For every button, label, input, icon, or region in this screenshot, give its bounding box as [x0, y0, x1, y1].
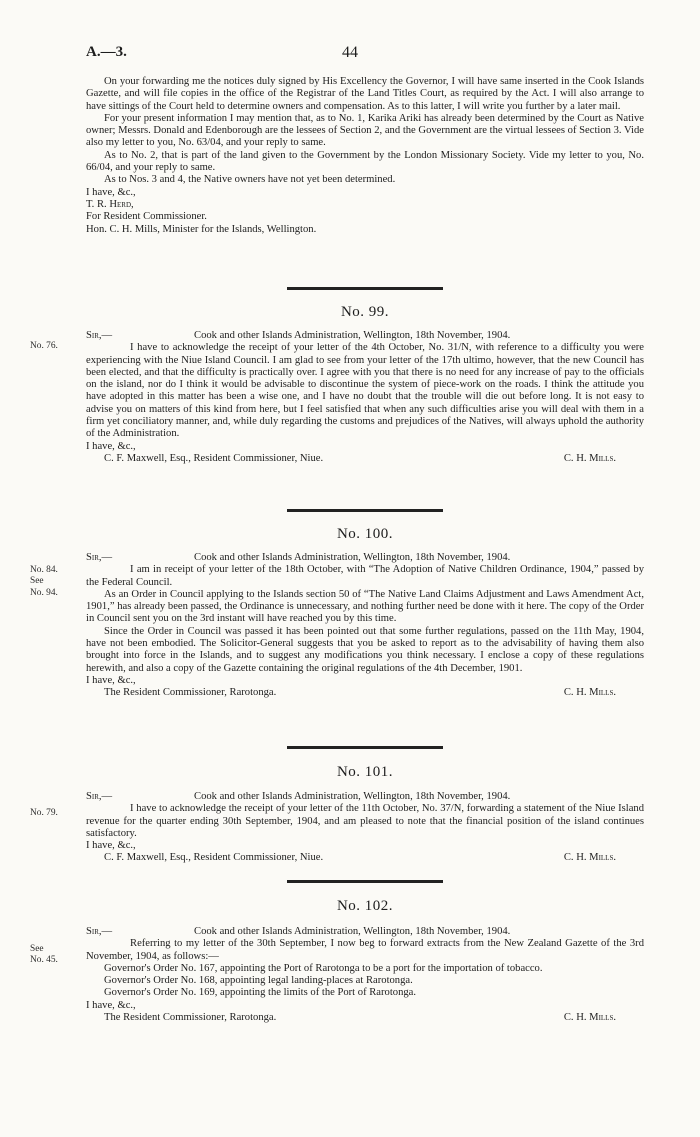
addressee: The Resident Commissioner, Rarotonga. [104, 687, 277, 699]
letter-body: I have to acknowledge the receipt of your letter of the 4th October, No. 31/N, with reference to a difficulty you were experiencing with the Niue Island Council. I am glad to see from your letter of the 17th ultimo, however, that the new Council has been elected, and that the difficulty is practically over. I agree with you that there is no need for any increase of pay to the officials on the island, nor do I think it would be advisable to discontinue the system of piece-work on the roads. I think the attitude you have adopted in this matter has been a wise one, and I have no doubt that the trouble will die out before long. It is not easy to advise you on matters of this kind from here, but I feel satisfied that when any such difficulties arise you will deal with them in a firm yet conciliatory manner, and, while duly regarding the customs and prejudices of the Natives, will always uphold the authority of the Administration. [86, 342, 644, 440]
margin-reference: No. 84. See No. 94. [30, 565, 58, 598]
list-item: Governor's Order No. 169, appointing the limits of the Port of Rarotonga. [104, 987, 417, 999]
letter-100 [86, 552, 644, 700]
salutation: Sir,— [86, 791, 113, 802]
dateline: Cook and other Islands Administration, Wellington, 18th November, 1904. [194, 926, 511, 937]
section-divider [287, 880, 443, 883]
letter-header [86, 330, 644, 342]
list-item: Governor's Order No. 168, appointing legal landing-places at Rarotonga. [104, 975, 413, 987]
paragraph: Since the Order in Council was passed it has been pointed out that some further regulations, passed on the 11th May, 1904, have not been embodied. The Solicitor-General suggests that you be asked to report as to the advisability of having them also brought into force in the Islands, and to suggest any modifications you think necessary. I enclose a copy of these regulations herewith, and also a copy of the Gazette containing the original regulations of the 4th December, 1901. [86, 625, 644, 674]
closing: I have, &c., [86, 674, 136, 686]
signature: C. H. Mills. [563, 1012, 616, 1024]
margin-reference: No. 79. [30, 808, 58, 818]
salutation: Sir,— [86, 330, 113, 341]
letter-title: No. 100. [336, 526, 394, 542]
letter-body: Referring to my letter of the 30th September, I now beg to forward extracts from the New Zealand Gazette of the 3rd November, 1904, as follows:— [86, 938, 644, 962]
letter-101 [86, 791, 644, 865]
signature-title: For Resident Commissioner. [86, 211, 207, 223]
addressee: C. F. Maxwell, Esq., Resident Commissioner, Niue. [104, 452, 324, 464]
letter-102 [86, 926, 644, 1024]
page-number: 44 [342, 44, 358, 61]
signature: C. H. Mills. [563, 852, 616, 864]
addressee: C. F. Maxwell, Esq., Resident Commissioner, Niue. [104, 852, 324, 864]
letter-title: No. 102. [336, 898, 394, 914]
series-code: A.—3. [86, 44, 127, 60]
dateline: Cook and other Islands Administration, Wellington, 18th November, 1904. [194, 791, 511, 802]
letter-body: I am in receipt of your letter of the 18th October, with “The Adoption of Native Children Ordinance, 1904,” passed by the Federal Council. [86, 564, 644, 588]
margin-reference: See No. 45. [30, 944, 58, 966]
margin-reference: No. 76. [30, 341, 58, 351]
signature: T. R. Herd, [86, 198, 134, 210]
paragraph: As an Order in Council applying to the Islands section 50 of “The Native Land Claims Adjustment and Laws Amendment Act, 1901,” has already been passed, the Ordinance is unnecessary, and nothing further need be done with it here. The copy of the Order in Council sent you on the 3rd instant will have reached you by this time. [86, 588, 644, 625]
paragraph: As to No. 2, that is part of the land given to the Government by the London Missionary Society. Vide my letter to you, No. 66/04, and your reply to same. [86, 149, 644, 174]
closing: I have, &c., [86, 999, 136, 1011]
signature: C. H. Mills. [563, 452, 616, 464]
salutation: Sir,— [86, 926, 113, 937]
signature: C. H. Mills. [563, 687, 616, 699]
letter-title: No. 99. [340, 304, 390, 320]
section-divider [287, 746, 443, 749]
letter-body: I have to acknowledge the receipt of your letter of the 11th October, No. 37/N, forwarding a statement of the Niue Island revenue for the quarter ending 30th September, 1904, and am pleased to note that the financial position of the island continues satisfactory. [86, 803, 644, 839]
dateline: Cook and other Islands Administration, Wellington, 18th November, 1904. [194, 330, 511, 341]
salutation: Sir,— [86, 552, 113, 563]
dateline: Cook and other Islands Administration, Wellington, 18th November, 1904. [194, 552, 511, 563]
section-divider [287, 509, 443, 512]
closing: I have, &c., [86, 440, 136, 452]
addressee: Hon. C. H. Mills, Minister for the Islands, Wellington. [86, 223, 317, 235]
closing: I have, &c., [86, 186, 136, 198]
addressee: The Resident Commissioner, Rarotonga. [104, 1012, 277, 1024]
letter-header [86, 791, 644, 803]
section-divider [287, 287, 443, 290]
letter-header [86, 926, 644, 938]
list-item: Governor's Order No. 167, appointing the Port of Rarotonga to be a port for the importation of tobacco. [104, 962, 543, 974]
paragraph: As to Nos. 3 and 4, the Native owners have not yet been determined. [104, 174, 396, 186]
letter-title: No. 101. [336, 764, 394, 780]
paragraph: On your forwarding me the notices duly signed by His Excellency the Governor, I will have same inserted in the Cook Islands Gazette, and will file copies in the office of the Registrar of the Land Titles Court, as required by the Act. I will also arrange to have sittings of the Court held to determine owners and compensation. As to this latter, I will write you further by a later mail. [86, 76, 644, 112]
page-header [0, 44, 700, 64]
paragraph: For your present information I may mention that, as to No. 1, Karika Ariki has already been determined by the Court as Native owner; Messrs. Donald and Edenborough are the lessees of Section 2, and the Government are the virtual lessees of Section 3. Vide also my letter to you, No. 63/04, and your reply to same. [86, 112, 644, 149]
letter-99 [86, 330, 644, 465]
previous-letter [86, 76, 644, 236]
closing: I have, &c., [86, 840, 136, 852]
letter-header [86, 552, 644, 564]
